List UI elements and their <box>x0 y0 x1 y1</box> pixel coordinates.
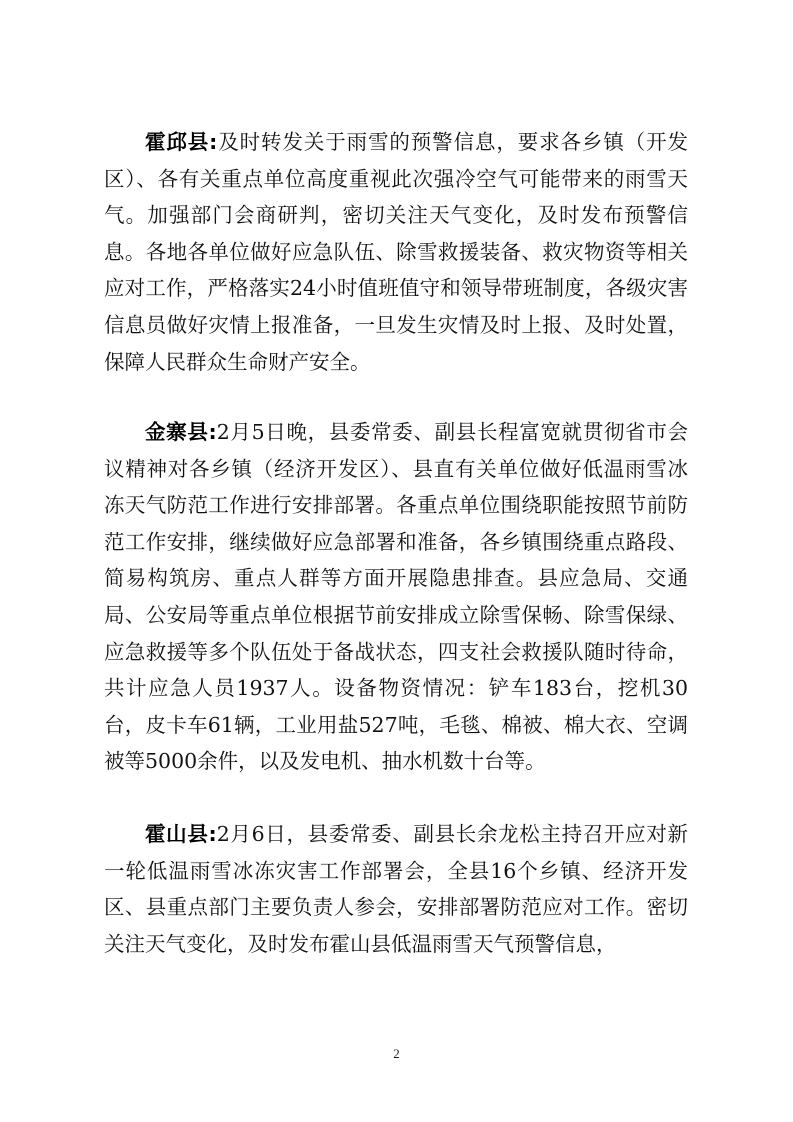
county-name-huoshan: 霍山县: <box>145 822 217 846</box>
county-name-jinzhai: 金寨县: <box>145 420 217 444</box>
paragraph-text-huoqiu: 及时转发关于雨雪的预警信息，要求各乡镇（开发区）、各有关重点单位高度重视此次强冷空气可能带来的雨雪天气。加强部门会商研判，密切关注天气变化，及时发布预警信息。各地各单位做好应急队伍、除雪救援装备、救灾物资等相关应对工作，严格落实24小时值班值守和领导带班制度，各级灾害信息员做好灾情上报准备，一旦发生灾情及时上报、及时处置，保障人民群众生命财产安全。 <box>104 130 688 374</box>
paragraph-text-jinzhai: 2月5日晚，县委常委、副县长程富宽就贯彻省市会议精神对各乡镇（经济开发区）、县直有关单位做好低温雨雪冰冻天气防范工作进行安排部署。各重点单位围绕职能按照节前防范工作安排，继续做好应急部署和准备，各乡镇围绕重点路段、简易构筑房、重点人群等方面开展隐患排查。县应急局、交通局、公安局等重点单位根据节前安排成立除雪保畅、除雪保绿、应急救援等多个队伍处于备战状态，四支社会救援队随时待命，共计应急人员1937人。设备物资情况：铲车183台，挖机30台，皮卡车61辆，工业用盐527吨，毛毯、棉被、棉大衣、空调被等5000余件，以及发电机、抽水机数十台等。 <box>104 420 688 774</box>
paragraph-text-huoshan: 2月6日，县委常委、副县长余龙松主持召开应对新一轮低温雨雪冰冻灾害工作部署会，全县16个乡镇、经济开发区、县重点部门主要负责人参会，安排部署防范应对工作。密切关注天气变化，及时发布霍山县低温雨雪天气预警信息， <box>104 822 688 956</box>
paragraph-jinzhai <box>104 414 688 780</box>
page-number: 2 <box>393 1046 400 1061</box>
county-name-huoqiu: 霍邱县: <box>145 130 218 154</box>
paragraph-huoshan <box>104 816 688 962</box>
paragraph-huoqiu <box>104 124 688 380</box>
